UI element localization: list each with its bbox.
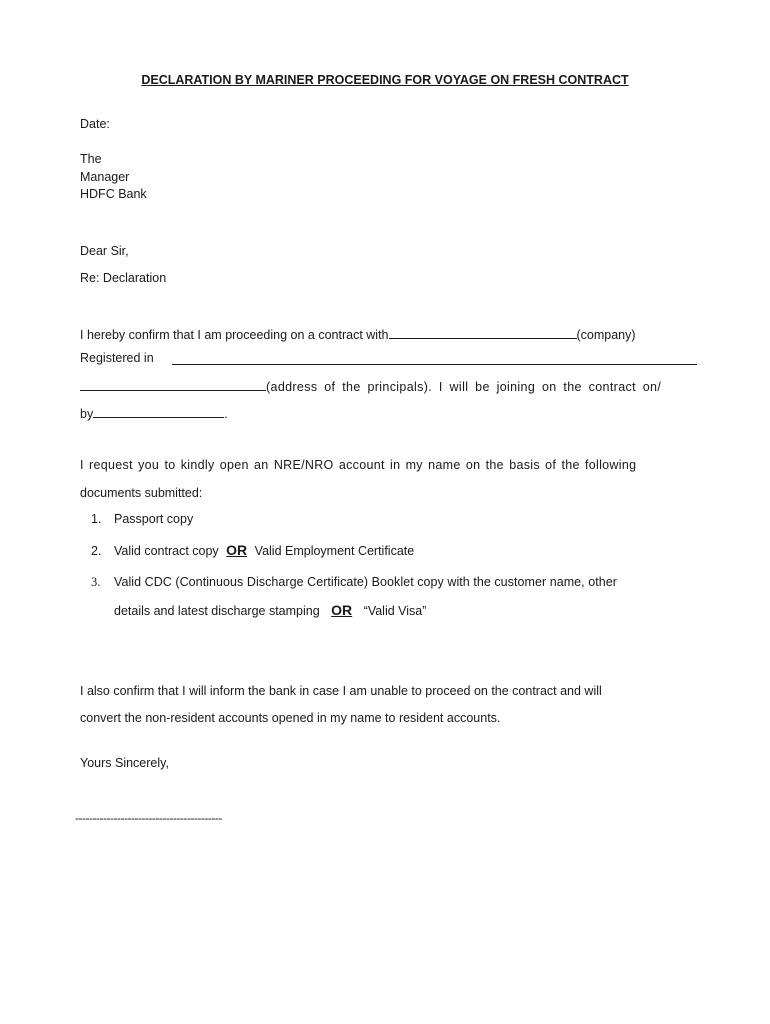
or-connector: OR [331,602,353,618]
registered-blank[interactable] [172,352,697,365]
para1-text: I hereby confirm that I am proceeding on a contract with [80,328,389,342]
list-item-3-number: 3. [91,575,101,589]
address-line-2: Manager [80,170,130,184]
join-date-blank[interactable] [93,405,224,418]
salutation: Dear Sir, [80,244,129,258]
list-item-1: Passport copy [114,512,194,526]
end-period: . [224,407,228,421]
registered-label: Registered in [80,351,154,365]
company-suffix: (company) [576,328,636,342]
para1-line3 [80,378,661,394]
para1-line2 [80,352,154,365]
list-item-3-line2 [114,603,426,618]
company-blank[interactable] [389,326,577,339]
principal-address-blank[interactable] [80,378,266,391]
list-item-2-text-a: Valid contract copy [114,544,219,558]
list-item-1-number: 1. [91,512,102,526]
signature-line[interactable]: ------------------------------------------ [75,811,222,825]
para2-line1: I request you to kindly open an NRE/NRO account in my name on the basis of the following [80,458,637,472]
document-title: DECLARATION BY MARINER PROCEEDING FOR VOYAGE ON FRESH CONTRACT [141,73,629,87]
list-item-2 [114,543,414,558]
by-label: by [80,407,94,421]
list-item-2-text-b: Valid Employment Certificate [254,544,415,558]
closing: Yours Sincerely, [80,756,169,770]
date-label: Date: [80,117,110,131]
list-item-3-text-a: details and latest discharge stamping [114,604,320,618]
address-suffix: (address of the principals). I will be joining on the contract on/ [266,380,662,394]
list-item-3-text-b: “Valid Visa” [363,604,427,618]
para3-line1: I also confirm that I will inform the bank in case I am unable to proceed on the contract and will [80,684,602,698]
address-line-1: The [80,152,102,166]
para1-line4 [80,405,228,421]
or-connector: OR [226,542,248,558]
list-item-2-number: 2. [91,544,102,558]
para1-line1 [80,326,636,342]
para2-line2: documents submitted: [80,486,203,500]
address-line-3: HDFC Bank [80,187,147,201]
subject-line: Re: Declaration [80,271,167,285]
list-item-3-line1: Valid CDC (Continuous Discharge Certificate) Booklet copy with the customer name, other [114,575,617,589]
para3-line2: convert the non-resident accounts opened in my name to resident accounts. [80,711,501,725]
